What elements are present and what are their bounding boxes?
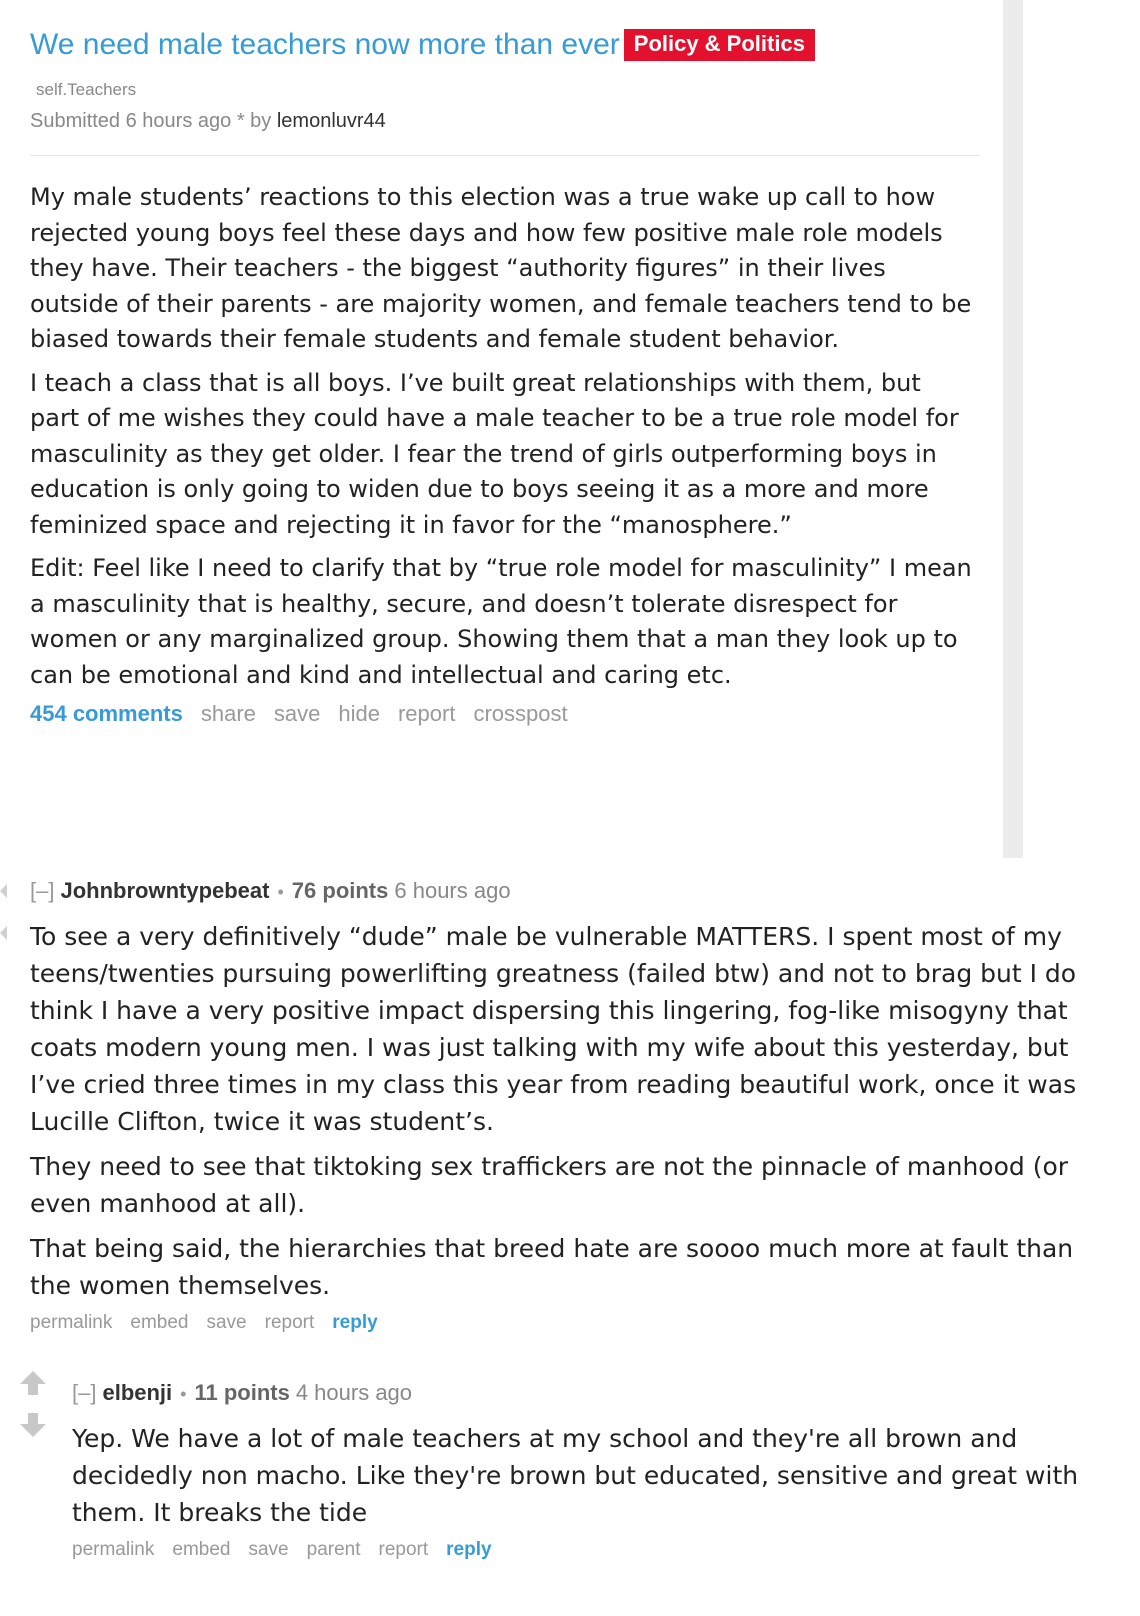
post-title-row — [30, 22, 970, 68]
post-title-link[interactable]: We need male teachers now more than ever — [30, 28, 620, 61]
comment-buttons — [72, 1539, 1112, 1561]
comment-points: 11 points — [194, 1380, 290, 1405]
post-author-link[interactable]: lemonluvr44 — [276, 110, 386, 132]
share-button[interactable]: share — [200, 701, 256, 726]
comment-author-link[interactable]: elbenji — [102, 1380, 173, 1405]
embed-button[interactable]: embed — [172, 1539, 231, 1560]
save-button[interactable]: save — [273, 701, 321, 726]
submitted-prefix: Submitted — [30, 110, 121, 132]
embed-button[interactable]: embed — [130, 1312, 189, 1333]
downvote-arrow-icon[interactable] — [18, 1410, 48, 1440]
by-text: * by — [236, 110, 272, 132]
comment-paragraph: That being said, the hierarchies that breed hate are soooo much more at fault than the women themselves. — [30, 1234, 1074, 1300]
upvote-arrow-icon[interactable] — [0, 884, 10, 898]
comment-paragraph: They need to see that tiktoking sex traffickers are not the pinnacle of manhood (or even manhood at all). — [30, 1152, 1069, 1218]
crosspost-button[interactable]: crosspost — [473, 701, 568, 726]
parent-button[interactable]: parent — [306, 1539, 361, 1560]
downvote-arrow-icon[interactable] — [0, 926, 10, 940]
post-domain[interactable]: self.Teachers — [36, 80, 137, 99]
post-body — [30, 180, 975, 693]
report-button[interactable]: report — [378, 1539, 429, 1560]
comment-body — [30, 918, 1090, 1304]
post-paragraph: My male students’ reactions to this election was a true wake up call to how rejected young boys feel these days and how few positive male role models they have. Their teachers - the biggest “authority figures” in their lives outside of their parents - are majority women, and female teachers tend to be biased towards their female students and female student behavior. — [30, 183, 972, 353]
post-divider — [30, 155, 980, 156]
permalink-button[interactable]: permalink — [30, 1312, 113, 1333]
comment — [30, 878, 1090, 1334]
separator-dot: • — [180, 1384, 187, 1404]
reply-button[interactable]: reply — [446, 1539, 492, 1560]
comment-points: 76 points — [291, 878, 389, 903]
post — [30, 22, 970, 727]
hide-button[interactable]: hide — [338, 701, 380, 726]
comment-paragraph: To see a very definitively “dude” male be vulnerable MATTERS. I spent most of my teens/twenties pursuing powerlifting greatness (failed btw) and not to brag but I do think I have a very positive impact dispersing this lingering, fog-like misogyny that coats modern young men. I was just talking with my wife about this yesterday, but I’ve cried three times in my class this year from reading beautiful work, once it was Lucille Clifton, twice it was student’s. — [30, 922, 1077, 1136]
save-button[interactable]: save — [206, 1312, 247, 1333]
submitted-time: 6 hours ago — [125, 110, 232, 132]
comment-time: 4 hours ago — [295, 1380, 413, 1405]
vote-arrows — [18, 1368, 48, 1452]
save-button[interactable]: save — [248, 1539, 289, 1560]
post-flair[interactable]: Policy & Politics — [624, 29, 815, 61]
comment-time: 6 hours ago — [394, 878, 511, 903]
comment-tagline — [72, 1380, 1112, 1410]
collapse-toggle[interactable]: [–] — [72, 1380, 97, 1405]
report-button[interactable]: report — [264, 1312, 315, 1333]
sidebar-scroll-rail — [1003, 0, 1023, 858]
comment-buttons — [30, 1312, 1090, 1334]
post-tagline — [30, 110, 970, 133]
comments-link[interactable]: 454 comments — [30, 701, 183, 726]
report-button[interactable]: report — [397, 701, 456, 726]
comment-paragraph: Yep. We have a lot of male teachers at my school and they're all brown and decidedly non macho. Like they're brown but educated, sensitive and great with them. It breaks the tide — [72, 1424, 1079, 1527]
comment-author-link[interactable]: Johnbrowntypebeat — [60, 878, 270, 903]
post-paragraph: Edit: Feel like I need to clarify that by “true role model for masculinity” I mean a masculinity that is healthy, secure, and doesn’t tolerate disrespect for women or any marginalized group. Showing them that a man they look up to can be emotional and kind and intellectual and caring etc. — [30, 554, 972, 689]
collapse-toggle[interactable]: [–] — [30, 878, 55, 903]
separator-dot: • — [277, 882, 284, 902]
post-paragraph: I teach a class that is all boys. I’ve built great relationships with them, but part of me wishes they could have a male teacher to be a true role model for masculinity as they get older. I fear the trend of girls outperforming boys in education is only going to widen due to boys seeing it as a more and more feminized space and rejecting it in favor for the “manosphere.” — [30, 368, 959, 539]
comment-tagline — [30, 878, 1090, 908]
post-buttons — [30, 701, 970, 727]
upvote-arrow-icon[interactable] — [18, 1368, 48, 1398]
comment-body — [72, 1420, 1112, 1531]
permalink-button[interactable]: permalink — [72, 1539, 155, 1560]
comment — [72, 1380, 1112, 1561]
reply-button[interactable]: reply — [332, 1312, 378, 1333]
